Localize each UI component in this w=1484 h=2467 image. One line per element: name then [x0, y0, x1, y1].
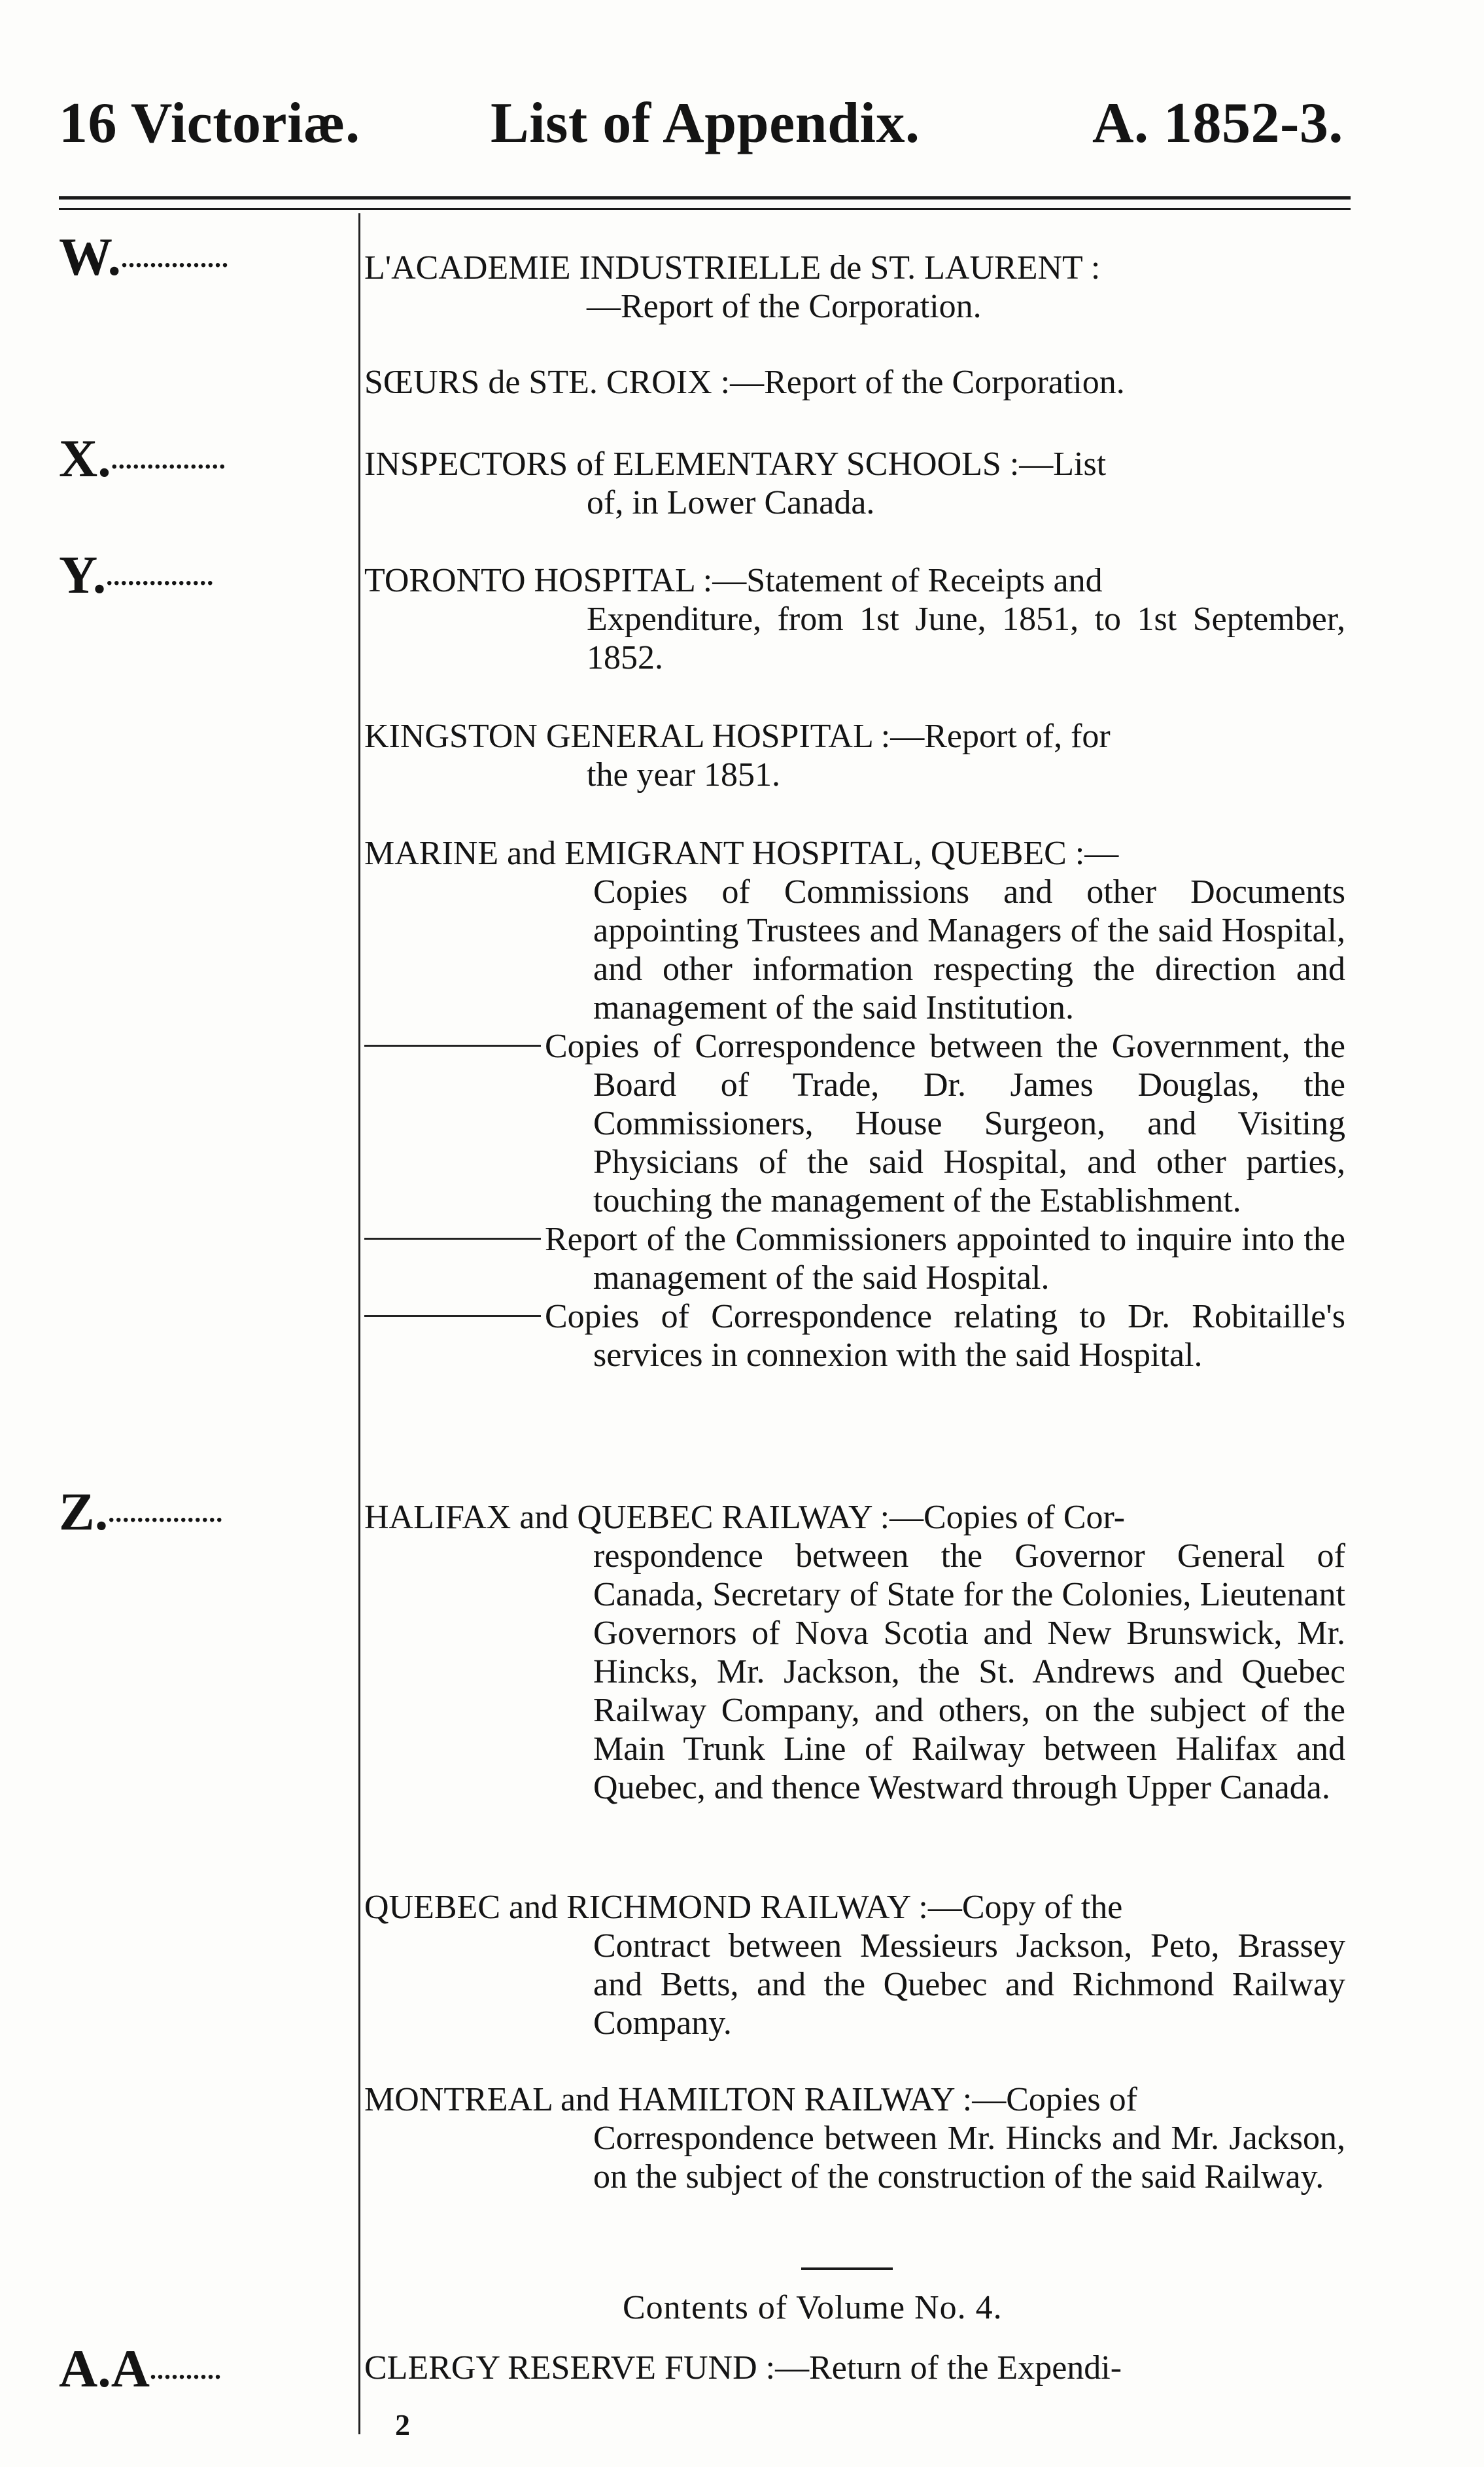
header-rule-thick — [59, 196, 1351, 200]
entry-academie — [364, 249, 1345, 326]
letter-label: A.A — [59, 2339, 150, 2398]
letter-label: Z. — [59, 1482, 109, 1541]
header-rule-thin — [59, 208, 1351, 210]
entry-heading: KINGSTON GENERAL HOSPITAL :—Report of, for — [364, 718, 1111, 755]
page-number: 2 — [395, 2408, 410, 2441]
sub-entry-report — [545, 1220, 1345, 1297]
entry-body: the year 1851. — [587, 756, 781, 794]
entry-heading: SŒURS de STE. CROIX :—Report of the Corporation. — [364, 364, 1125, 401]
appendix-letter-z — [59, 1482, 224, 1541]
entry-quebec-richmond-railway — [364, 1888, 1345, 2042]
entry-heading: MONTREAL and HAMILTON RAILWAY :—Copies of — [364, 2081, 1137, 2118]
appendix-letter-x — [59, 429, 226, 488]
sub-entry-text: Report of the Commissioners appointed to inquire into the management of the said Hospital. — [545, 1221, 1345, 1297]
entry-heading: MARINE and EMIGRANT HOSPITAL, QUEBEC :— — [364, 835, 1119, 872]
leader-dots: ................ — [111, 445, 226, 474]
ditto-rule — [364, 1315, 541, 1317]
entry-toronto-hospital — [364, 561, 1345, 677]
leader-dots: ............... — [106, 561, 215, 591]
appendix-letter-w — [59, 227, 229, 287]
appendix-letter-y — [59, 545, 215, 604]
sub-entry-text: Copies of Correspondence between the Government, the Board of Trade, Dr. James Douglas, the Commissioners, House Surgeon, and Visiting Physicians of the said Hospital, and other parties, touching the management of the Establishment. — [545, 1028, 1345, 1219]
entry-inspectors — [364, 445, 1345, 522]
entry-marine-hospital — [364, 834, 1345, 1374]
entry-heading: HALIFAX and QUEBEC RAILWAY :—Copies of Cor- — [364, 1499, 1126, 1536]
entry-soeurs — [364, 363, 1345, 402]
header-session: 16 Victoriæ. — [59, 92, 360, 155]
entry-kingston-hospital — [364, 717, 1345, 794]
entry-body: Expenditure, from 1st June, 1851, to 1st September, 1852. — [587, 601, 1345, 676]
entry-body: Correspondence between Mr. Hincks and Mr. Jackson, on the subject of the construction of the said Railway. — [593, 2120, 1345, 2196]
letter-label: W. — [59, 227, 121, 287]
contents-heading: Contents of Volume No. 4. — [623, 2289, 1003, 2326]
letter-label: X. — [59, 429, 111, 488]
section-rule — [801, 2267, 893, 2270]
ditto-rule — [364, 1238, 541, 1240]
entry-heading: QUEBEC and RICHMOND RAILWAY :—Copy of the — [364, 1889, 1123, 1926]
sub-entry-robitaille — [545, 1297, 1345, 1374]
entry-heading: TORONTO HOSPITAL :—Statement of Receipts and — [364, 562, 1103, 599]
leader-dots: .......... — [149, 2355, 222, 2385]
sub-entry-text: Copies of Correspondence relating to Dr. Robitaille's services in connexion with the said Hospital. — [545, 1298, 1345, 1374]
header-year: A. 1852-3. — [1092, 92, 1343, 155]
letter-label: Y. — [59, 545, 107, 604]
entry-heading: CLERGY RESERVE FUND :—Return of the Expendi- — [364, 2349, 1122, 2387]
header-title: List of Appendix. — [491, 92, 920, 155]
ditto-rule — [364, 1045, 541, 1047]
entry-montreal-hamilton-railway — [364, 2080, 1345, 2196]
entry-body: respondence between the Governor General of Canada, Secretary of State for the Colonies, Lieutenant Governors of Nova Scotia and New Brunswick, Mr. Hincks, Mr. Jackson, the St. Andrews and Quebec Railway Company, and others, on the subject of the Main Trunk Line of Railway between Halifax and Quebec, and thence Westward through Upper Canada. — [593, 1537, 1345, 1806]
entry-heading: INSPECTORS of ELEMENTARY SCHOOLS :—List — [364, 446, 1107, 483]
sub-entry-correspondence — [545, 1027, 1345, 1220]
entry-body: of, in Lower Canada. — [587, 484, 875, 521]
leader-dots: ............... — [120, 243, 229, 273]
page-header — [59, 90, 1373, 162]
appendix-letter-aa — [59, 2339, 222, 2398]
entry-body: Contract between Messieurs Jackson, Peto, Brassey and Betts, and the Quebec and Richmond Railway Company. — [593, 1927, 1345, 2042]
entry-body: —Report of the Corporation. — [587, 288, 982, 325]
entry-clergy-reserve — [364, 2349, 1345, 2387]
entry-body: Copies of Commissions and other Documents appointing Trustees and Managers of the said Hospital, and other information respecting the direction and management of the said Institution. — [593, 873, 1345, 1026]
leader-dots: ................ — [108, 1498, 224, 1528]
entry-heading: L'ACADEMIE INDUSTRIELLE de ST. LAURENT : — [364, 249, 1101, 287]
entry-halifax-railway — [364, 1498, 1345, 1807]
column-divider — [358, 213, 360, 2434]
